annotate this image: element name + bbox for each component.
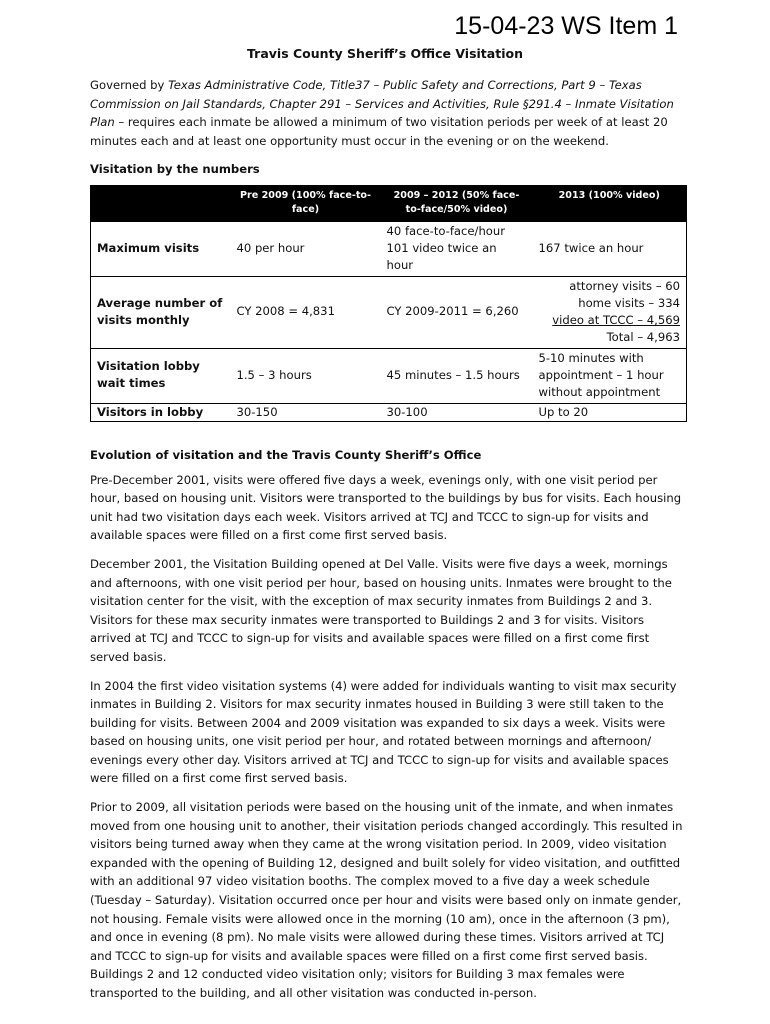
- evolution-paragraph: In 2004 the first video visitation systems (4) were added for individuals wanting to visit max security inmates in Building 2. Visitors for max security inmates housed in Building 3 were still taken to the building for visits. Between 2004 and 2009 visitation was expanded to six days a week. Visits were based on housing units, one visit period per hour, and rotated between mornings and afternoon/ evenings every other day. Visitors arrived at TCJ and TCCC to sign-up for visits and available spaces were filled on a first come first served basis.: [90, 678, 677, 786]
- table-cell: [533, 403, 687, 421]
- cell-line: 40 face-to-face/hour: [386, 223, 506, 238]
- column-header: [91, 185, 231, 221]
- table-cell: [533, 348, 687, 403]
- governance-prefix: Governed by: [90, 78, 169, 92]
- table-cell: [381, 348, 533, 403]
- table-cell: [533, 221, 687, 276]
- cell-line: without appointment: [538, 384, 661, 399]
- cell-line: attorney visits – 60: [569, 278, 680, 293]
- table-row: [91, 403, 687, 421]
- column-header: 2009 – 2012 (50% face-to-face/50% video): [381, 185, 533, 221]
- table-row: [91, 348, 687, 403]
- cell-line: 5-10 minutes with: [538, 350, 644, 365]
- table-row: [91, 276, 687, 348]
- row-label: Visitation lobby wait times: [91, 348, 231, 403]
- evolution-paragraph: Pre-December 2001, visits were offered five days a week, evenings only, with one visit period per hour, based on housing unit. Visitors were transported to the buildings by bus for visits. Each housing unit had two visitation days each week. Visitors arrived at TCJ and TCCC to sign-up for visits and available spaces were filled on a first come first served basis.: [90, 472, 682, 543]
- evolution-paragraph: Prior to 2009, all visitation periods were based on the housing unit of the inmate, and when inmates moved from one housing unit to another, their visitation periods changed accordingly. This resulted in visitors being turned away when they came at the wrong visitation period. In 2009, video visitation expanded with the opening of Building 12, designed and built solely for video visitation, and outfitted with an additional 97 video visitation booths. The complex moved to a five day a week schedule (Tuesday – Saturday). Visitation occurred once per hour and visits were based only on inmate gender, not housing. Female visits were allowed once in the morning (10 am), once in the afternoon (3 pm), and once in evening (8 pm). No male visits were allowed during these times. Visitors arrived at TCJ and TCCC to sign-up for visits and available spaces were filled on a first come first served basis. Buildings 2 and 12 conducted video visitation only; visitors for Building 3 max females were transported to the building, and all other visitation was conducted in-person.: [90, 800, 683, 1000]
- visitation-stats-table: [90, 185, 687, 422]
- item-tag: 15-04-23 WS Item 1: [454, 12, 678, 40]
- evolution-paragraph: December 2001, the Visitation Building opened at Del Valle. Visits were five days a week, mornings and afternoons, with one visit period per hour, based on housing units. Inmates were brought to the visitation center for the visit, with the exception of max security inmates from Buildings 2 and 3. Visitors for these max security inmates were transported to Buildings 2 and 3 for visits. Visitors arrived at TCJ and TCCC to sign-up for visits and available spaces were filled on a first come first served basis.: [90, 556, 672, 664]
- cell-line: Total – 4,963: [606, 329, 680, 344]
- cell-line: 101 video twice an hour: [386, 240, 497, 272]
- governance-citation: Texas Administrative Code, Title37 – Public Safety and Corrections, Part 9 – Texas Commission on Jail Standards, Chapter 291 – Services and Activities, Rule §291.4 – Inmate Visitation Plan: [90, 78, 674, 130]
- row-label: Visitors in lobby: [91, 403, 231, 421]
- cell-line: Up to 20: [538, 404, 589, 419]
- cell-line: 30-100: [386, 404, 428, 419]
- table-cell: CY 2008 = 4,831: [231, 276, 381, 348]
- table-row: [91, 221, 687, 276]
- table-header-row: [91, 185, 687, 221]
- document-title: Travis County Sheriff’s Office Visitation: [247, 46, 523, 61]
- row-label: Maximum visits: [91, 221, 231, 276]
- cell-line: 45 minutes – 1.5 hours: [386, 367, 520, 382]
- table-cell: [381, 276, 533, 348]
- cell-line: appointment – 1 hour: [538, 367, 664, 382]
- column-header: Pre 2009 (100% face-to-face): [231, 185, 381, 221]
- evolution-heading: Evolution of visitation and the Travis County Sheriff’s Office: [90, 447, 482, 462]
- cell-line: home visits – 334: [578, 295, 680, 310]
- governance-paragraph: [90, 76, 686, 150]
- table-cell: 1.5 – 3 hours: [231, 348, 381, 403]
- table-cell: [533, 276, 687, 348]
- numbers-heading: Visitation by the numbers: [90, 162, 260, 177]
- cell-line-underlined: video at TCCC – 4,569: [552, 312, 680, 327]
- cell-line: 167 twice an hour: [538, 240, 644, 255]
- document-body: [90, 76, 686, 1013]
- cell-line: CY 2009-2011 = 6,260: [386, 304, 519, 319]
- column-header: 2013 (100% video): [533, 185, 687, 221]
- governance-suffix: – requires each inmate be allowed a minimum of two visitation periods per week of at least 20 minutes each and at least one opportunity must occur in the evening or on the weekend.: [90, 115, 668, 148]
- table-cell: 40 per hour: [231, 221, 381, 276]
- table-cell: 30-150: [231, 403, 381, 421]
- row-label: Average number of visits monthly: [91, 276, 231, 348]
- table-cell: [381, 403, 533, 421]
- table-cell: [381, 221, 533, 276]
